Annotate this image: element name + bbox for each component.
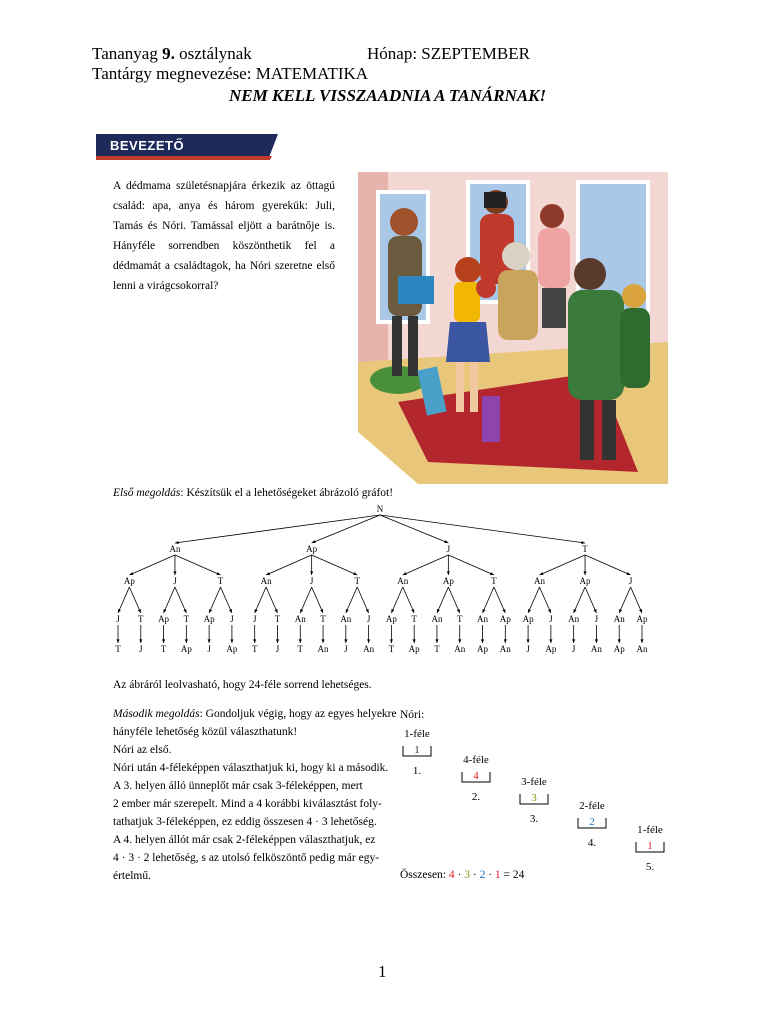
- second-solution-line: Nóri az első.: [113, 744, 172, 756]
- position-kind: 2-féle: [579, 800, 605, 812]
- tree-edge: [539, 555, 585, 575]
- second-solution-line: tathatjuk 3-féleképpen, ez eddig összesen 4 · 3 lehetőség.: [113, 816, 377, 828]
- tree-node-level4: Ap: [180, 644, 192, 654]
- second-solution-line: Második megoldás: Gondoljuk végig, hogy az egyes helyekre: [113, 708, 397, 720]
- tree-node-level2: Ap: [442, 576, 454, 586]
- tree-arrowhead: [447, 571, 450, 575]
- second-solution: [113, 705, 397, 885]
- tree-edge: [175, 515, 380, 543]
- factor-1: 1: [494, 869, 501, 881]
- tree-arrowhead: [413, 639, 416, 643]
- tree-node-level3: J: [252, 614, 257, 624]
- position-kind: 4-féle: [463, 754, 489, 766]
- tree-edge: [118, 587, 129, 613]
- tree-node-level4: Ap: [613, 644, 625, 654]
- slot-bracket: [397, 740, 437, 760]
- tree-edge: [266, 587, 277, 613]
- tree-node-level4: An: [636, 644, 648, 654]
- position-ordinal: 1.: [412, 765, 422, 777]
- slot-value: 1: [414, 744, 420, 756]
- tree-arrowhead: [390, 639, 393, 643]
- permutation-tree: [100, 500, 660, 664]
- tree-edge: [631, 587, 642, 613]
- second-solution-line: 2 ember már szerepelt. Mind a 4 korábbi kiválasztást foly-: [113, 798, 382, 810]
- tree-node-level3: T: [183, 614, 190, 624]
- tree-node-level4: T: [434, 644, 440, 654]
- position-slot-1: [397, 728, 437, 777]
- tree-node-level4: Ap: [226, 644, 238, 654]
- second-solution-line: értelmű.: [113, 870, 151, 882]
- tree-arrowhead: [367, 639, 370, 643]
- tree-node-level4: An: [454, 644, 466, 654]
- tree-edge: [437, 587, 448, 613]
- tree-node-level4: An: [317, 644, 329, 654]
- header-month: Hónap: SZEPTEMBER: [367, 44, 530, 63]
- tree-node-level3: Ap: [522, 614, 534, 624]
- factor-4: 4: [448, 869, 455, 881]
- position-slot-3: [514, 776, 554, 825]
- tree-node-level2: An: [260, 576, 272, 586]
- intro-paragraph: A dédmama születésnapjára érkezik az öttagú család: apa, anya és három gyerekük: Juli, Tamás és Nóri. Tamással eljött a barátnője is. Hányféle sorrendben köszönthetik fel a dédmamát a családtagok, ha Nóri szeretne első lenni a virágcsokorral?: [113, 180, 335, 292]
- tree-node-level2: J: [628, 576, 633, 586]
- tree-node-level4: T: [160, 644, 167, 654]
- position-kind: 3-féle: [521, 776, 547, 788]
- tree-node-level3: J: [549, 614, 553, 624]
- tree-arrowhead: [435, 639, 438, 643]
- tree-arrowhead: [481, 639, 484, 643]
- tree-node-level1: J: [446, 544, 451, 554]
- tree-edge: [528, 587, 539, 613]
- tree-node-level4: J: [207, 644, 211, 654]
- tree-arrowhead: [595, 639, 598, 643]
- tree-arrowhead: [162, 639, 165, 643]
- notice: NEM KELL VISSZAADNIA A TANÁRNAK!: [229, 86, 547, 105]
- tree-edge: [448, 555, 494, 575]
- tree-edge: [129, 555, 175, 575]
- tree-arrowhead: [321, 639, 324, 643]
- tree-node-level3: J: [116, 614, 120, 624]
- factor-3: 3: [464, 869, 470, 881]
- position-kind: 1-féle: [404, 728, 430, 740]
- total-result: = 24: [503, 869, 525, 881]
- factor-2: 2: [479, 869, 486, 881]
- page-number: 1: [378, 962, 387, 981]
- position-kind: 1-féle: [637, 824, 663, 836]
- slot-value: 1: [647, 840, 653, 852]
- tree-arrowhead: [208, 639, 211, 643]
- tree-edge: [312, 587, 323, 613]
- tree-node-level4: J: [571, 644, 576, 654]
- tree-node-level3: An: [340, 614, 352, 624]
- position-ordinal: 2.: [471, 791, 481, 803]
- tree-arrowhead: [173, 571, 176, 575]
- tree-edge: [585, 587, 596, 613]
- tree-edge: [255, 587, 266, 613]
- tree-node-level3: An: [477, 614, 489, 624]
- tree-edge: [380, 515, 585, 543]
- header-subject: Tantárgy megnevezése: MATEMATIKA: [92, 64, 369, 83]
- tree-node-level2: T: [217, 576, 224, 586]
- tree-arrowhead: [253, 639, 256, 643]
- tree-edge: [312, 515, 380, 543]
- position-slot-5: [630, 824, 670, 873]
- tree-arrowhead: [618, 639, 621, 643]
- tree-edge: [129, 587, 140, 613]
- tree-node-level2: J: [173, 576, 177, 586]
- second-solution-line: Nóri után 4-féleképpen választhatjuk ki, hogy ki a második.: [113, 762, 389, 774]
- tree-node-level3: Ap: [203, 614, 215, 624]
- tree-node-level3: J: [594, 614, 599, 624]
- tree-node-level4: T: [297, 644, 304, 654]
- tree-node-level4: J: [139, 644, 143, 654]
- tree-arrowhead: [549, 639, 552, 643]
- position-slot-4: [572, 800, 612, 849]
- tree-edge: [312, 555, 358, 575]
- tree-arrowhead: [458, 639, 461, 643]
- tree-edge: [164, 587, 175, 613]
- tree-edge: [346, 587, 357, 613]
- tree-arrowhead: [572, 639, 575, 643]
- tree-node-level4: T: [251, 644, 258, 654]
- tree-node-level3: An: [568, 614, 580, 624]
- tree-node-level1: T: [582, 544, 588, 554]
- slot-bracket: [630, 836, 670, 856]
- slot-value: 4: [473, 770, 479, 782]
- tree-arrowhead: [640, 639, 643, 643]
- tree-node-level4: J: [344, 644, 348, 654]
- tree-arrowhead: [276, 639, 279, 643]
- slot-value: 3: [531, 792, 537, 804]
- family-illustration: [358, 172, 668, 484]
- slot-bracket: [456, 766, 496, 786]
- tree-arrowhead: [583, 571, 586, 575]
- tree-node-level2: An: [533, 576, 545, 586]
- tree-arrowhead: [444, 540, 448, 543]
- second-solution-line: 4 · 3 · 2 lehetőség, s az utolsó felköszöntő pedig már egy-: [113, 852, 380, 864]
- tree-node-level2: An: [397, 576, 409, 586]
- tree-edge: [585, 555, 631, 575]
- tree-arrowhead: [504, 639, 507, 643]
- tree-arrowhead: [310, 571, 313, 575]
- tree-edge: [391, 587, 402, 613]
- tree-edge: [403, 587, 414, 613]
- tree-arrowhead: [299, 639, 302, 643]
- tree-arrowhead: [116, 639, 119, 643]
- tree-node-level3: Ap: [636, 614, 648, 624]
- tree-edge: [266, 555, 312, 575]
- slot-value: 2: [589, 816, 595, 828]
- tree-edge: [448, 587, 459, 613]
- tree-node-level4: Ap: [408, 644, 420, 654]
- tree-node-level4: Ap: [477, 644, 489, 654]
- tree-node-level1: Ap: [306, 544, 318, 554]
- tree-edge: [403, 555, 449, 575]
- tree-node-level2: Ap: [579, 576, 591, 586]
- tree-node-level4: An: [363, 644, 375, 654]
- tree-node-level3: An: [613, 614, 625, 624]
- tree-node-level3: T: [411, 614, 417, 624]
- tree-node-level4: An: [590, 644, 602, 654]
- tree-node-level3: An: [294, 614, 306, 624]
- tree-arrowhead: [312, 540, 316, 543]
- tree-node-level3: Ap: [158, 614, 170, 624]
- header-grade: Tananyag 9. osztálynak: [92, 44, 252, 63]
- second-solution-line: A 3. helyen álló ünneplőt már csak 3-féleképpen, mert: [113, 780, 363, 792]
- tree-node-level4: J: [526, 644, 530, 654]
- position-ordinal: 3.: [529, 813, 539, 825]
- tree-arrowhead: [230, 639, 233, 643]
- positions-title: Nóri:: [400, 709, 425, 721]
- tree-node-level3: Ap: [385, 614, 397, 624]
- slot-bracket: [572, 812, 612, 832]
- tree-arrowhead: [344, 639, 347, 643]
- tree-edge: [574, 587, 585, 613]
- tree-edge: [357, 587, 368, 613]
- tree-node-level4: Ap: [545, 644, 557, 654]
- tree-node-level3: J: [366, 614, 371, 624]
- tree-edge: [175, 587, 186, 613]
- position-ordinal: 4.: [587, 837, 597, 849]
- tree-arrowhead: [527, 639, 530, 643]
- first-solution: Első megoldás: Készítsük el a lehetőségeket ábrázoló gráfot!: [113, 487, 394, 499]
- tree-node-level2: Ap: [123, 576, 135, 586]
- section-title: BEVEZETŐ: [110, 138, 185, 153]
- tree-node-level2: T: [354, 576, 360, 586]
- tree-edge: [300, 587, 311, 613]
- position-slot-2: [456, 754, 496, 803]
- tree-node-level4: T: [388, 644, 395, 654]
- second-solution-line: A 4. helyen állót már csak 2-féleképpen választhatjuk, ez: [113, 834, 376, 846]
- tree-edge: [380, 515, 448, 543]
- tree-edge: [483, 587, 494, 613]
- slot-bracket: [514, 788, 554, 808]
- tree-node-level3: Ap: [499, 614, 511, 624]
- tree-arrowhead: [185, 639, 188, 643]
- tree-node-level1: An: [169, 544, 181, 554]
- tree-node-level4: T: [115, 644, 121, 654]
- tree-root: N: [376, 504, 384, 514]
- tree-edge: [175, 555, 221, 575]
- tree-node-level4: An: [499, 644, 511, 654]
- tree-node-level2: J: [309, 576, 314, 586]
- tree-edge: [619, 587, 630, 613]
- tree-arrowhead: [139, 639, 142, 643]
- tree-node-level3: T: [320, 614, 326, 624]
- total-line: Összesen: 4 · 3 · 2 · 1 = 24: [400, 869, 525, 881]
- tree-edge: [494, 587, 505, 613]
- tree-node-level3: An: [431, 614, 443, 624]
- tree-edge: [221, 587, 232, 613]
- tree-node-level4: J: [275, 644, 280, 654]
- tree-node-level3: T: [138, 614, 144, 624]
- tree-node-level3: T: [456, 614, 463, 624]
- tree-node-level3: J: [230, 614, 234, 624]
- tree-node-level3: T: [274, 614, 281, 624]
- tree-edge: [539, 587, 550, 613]
- tree-node-level2: T: [491, 576, 497, 586]
- second-solution-line: hányféle lehetőség közül választhatunk!: [113, 726, 298, 738]
- tree-edge: [209, 587, 220, 613]
- position-ordinal: 5.: [645, 861, 655, 873]
- tree-result: Az ábráról leolvasható, hogy 24-féle sorrend lehetséges.: [113, 679, 372, 691]
